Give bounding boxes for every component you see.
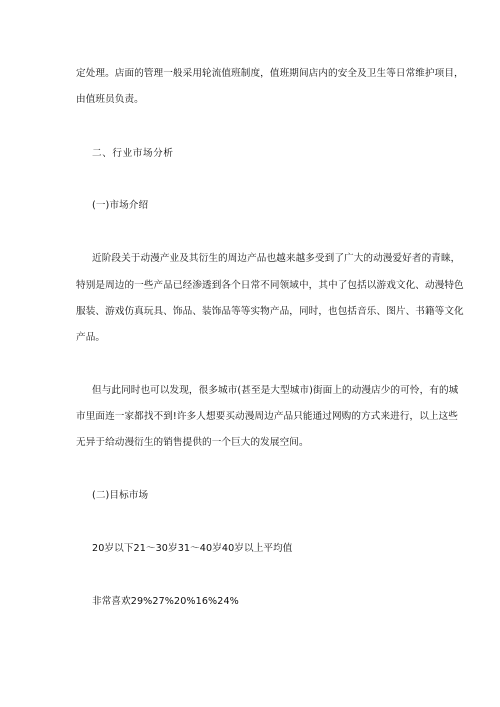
paragraph-line: 但与此同时也可以发现，很多城市(甚至是大型城市)街面上的动漫店少的可怜，有的城 [92,385,459,396]
section-heading: 二、行业市场分析 [92,148,174,159]
subsection-heading: (二)目标市场 [92,490,149,501]
paragraph-line: 产品。 [76,332,106,343]
paragraph-line: 定处理。店面的管理一般采用轮流值班制度，值班期间店内的安全及卫生等日常维护项目， [76,68,464,79]
paragraph-line: 无异于给动漫衍生的销售提供的一个巨大的发展空间。 [76,437,309,448]
table-row-line: 非常喜欢29%27%20%16%24% [92,596,239,607]
paragraph-line: 服装、游戏仿真玩具、饰品、装饰品等等实物产品，同时，也包括音乐、图片、书籍等文化 [76,306,464,317]
paragraph-line: 近阶段关于动漫产业及其衍生的周边产品也越来越多受到了广大的动漫爱好者的青睐， [92,253,461,264]
subsection-heading: (一)市场介绍 [92,200,149,211]
paragraph-line: 市里面连一家都找不到!许多人想要买动漫周边产品只能通过网购的方式来进行，以上这些 [76,411,459,422]
table-header-line: 20岁以下21～30岁31～40岁40岁以上平均值 [92,543,293,554]
paragraph-line: 特别是周边的一些产品已经渗透到各个日常不同领域中，其中了包括以游戏文化、动漫特色 [76,280,464,291]
paragraph-line: 由值班员负责。 [76,94,144,105]
